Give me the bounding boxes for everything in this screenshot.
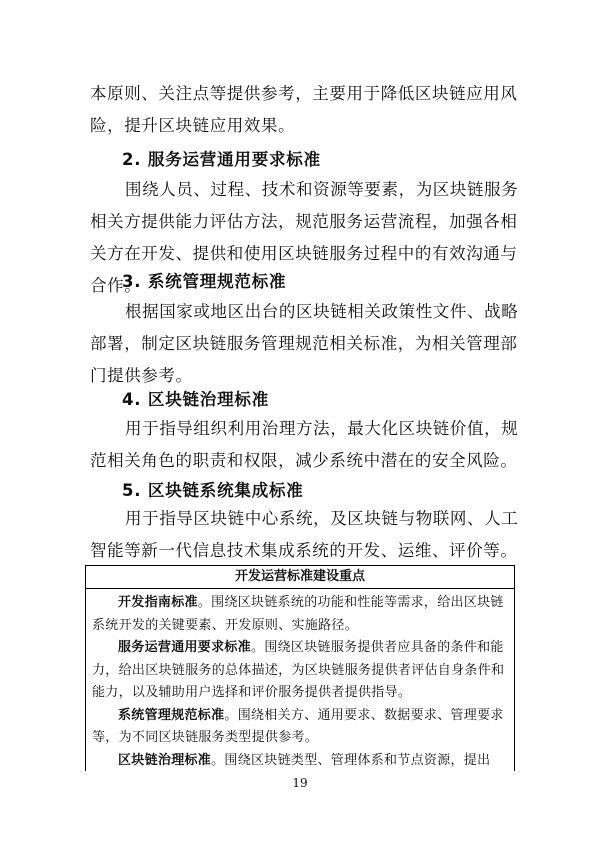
box-item-text: 。围绕区块链类型、管理体系和节点资源，提出 [211,752,491,768]
box-body [86,589,514,771]
box-title: 开发运营标准建设重点 [86,566,514,589]
section-heading-5: 5. 区块链系统集成标准 [122,481,304,500]
box-item [92,750,508,772]
box-item-text: 。围绕相关方、通用要求、数据要求、管理要求等，为不同区块链服务类型提供参考。 [92,707,504,745]
box-item [92,705,508,750]
box-item [92,637,508,705]
page-number: 19 [292,776,308,790]
paragraph-section-2: 围绕人员、过程、技术和资源等要素，为区块链服务相关方提供能力评估方法，规范服务运营流程，加强各相关方在开发、提供和使用区块链服务过程中的有效沟通与合作。 [90,180,519,295]
section-heading-2: 2. 服务运营通用要求标准 [122,150,321,169]
section-heading-3: 3. 系统管理规范标准 [122,272,287,291]
box-item-text: 。围绕区块链服务提供者应具备的条件和能力，给出区块链服务的总体描述，为区块链服务提供者评估自身条件和能力，以及辅助用户选择和评价服务提供者提供指导。 [92,640,505,700]
key-points-box [85,565,515,771]
paragraph-intro-continued: 本原则、关注点等提供参考，主要用于降低区块链应用风险，提升区块链应用效果。 [90,84,518,135]
paragraph-section-5: 用于指导区块链中心系统，及区块链与物联网、人工智能等新一代信息技术集成系统的开发、运维、评价等。 [90,509,519,560]
box-item [92,592,508,637]
paragraph-section-3: 根据国家或地区出台的区块链相关政策性文件、战略部署，制定区块链服务管理规范相关标准，为相关管理部门提供参考。 [90,302,519,385]
box-item-term: 开发指南标准 [118,595,198,610]
box-item-term: 系统管理规范标准 [118,707,225,723]
box-item-text: 。围绕区块链系统的功能和性能等需求，给出区块链系统开发的关键要素、开发原则、实施路径。 [92,595,504,633]
section-heading-4: 4. 区块链治理标准 [122,390,269,409]
box-item-term: 服务运营通用要求标准 [118,640,252,655]
box-item-term: 区块链治理标准 [118,752,212,768]
paragraph-section-4: 用于指导组织利用治理方法，最大化区块链价值，规范相关角色的职责和权限，减少系统中潜在的安全风险。 [90,419,519,470]
